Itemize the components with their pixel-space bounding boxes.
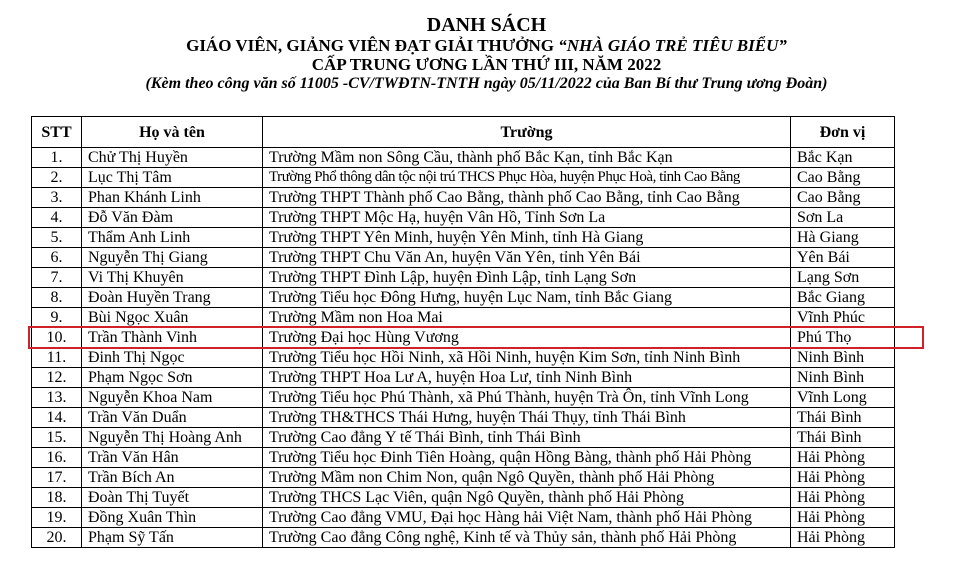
cell-unit: Hải Phòng xyxy=(791,468,895,488)
cell-unit: Vĩnh Long xyxy=(791,388,895,408)
table-row xyxy=(32,468,895,488)
cell-school: Trường THPT Mộc Hạ, huyện Vân Hồ, Tỉnh Sơn La xyxy=(263,208,791,228)
cell-stt: 10. xyxy=(32,328,82,348)
cell-name: Đồng Xuân Thìn xyxy=(82,508,263,528)
cell-school: Trường THPT Thành phố Cao Bằng, thành phố Cao Bằng, tỉnh Cao Bằng xyxy=(263,188,791,208)
document-subtitle xyxy=(0,36,973,55)
cell-school: Trường THPT Yên Minh, huyện Yên Minh, tỉnh Hà Giang xyxy=(263,228,791,248)
cell-school: Trường Đại học Hùng Vương xyxy=(263,328,791,348)
table-row xyxy=(32,208,895,228)
cell-school: Trường THPT Hoa Lư A, huyện Hoa Lư, tỉnh Ninh Bình xyxy=(263,368,791,388)
cell-unit: Hải Phòng xyxy=(791,508,895,528)
table-row xyxy=(32,248,895,268)
table-row xyxy=(32,448,895,468)
cell-school: Trường Tiểu học Đinh Tiên Hoàng, quận Hồng Bàng, thành phố Hải Phòng xyxy=(263,448,791,468)
cell-name: Vi Thị Khuyên xyxy=(82,268,263,288)
table-row xyxy=(32,308,895,328)
cell-stt: 3. xyxy=(32,188,82,208)
cell-stt: 9. xyxy=(32,308,82,328)
cell-school: Trường Mầm non Sông Cầu, thành phố Bắc Kạn, tỉnh Bắc Kạn xyxy=(263,148,791,168)
cell-stt: 19. xyxy=(32,508,82,528)
cell-name: Nguyễn Khoa Nam xyxy=(82,388,263,408)
cell-unit: Vĩnh Phúc xyxy=(791,308,895,328)
table-row xyxy=(32,508,895,528)
cell-stt: 1. xyxy=(32,148,82,168)
cell-name: Nguyễn Thị Giang xyxy=(82,248,263,268)
cell-name: Đoàn Thị Tuyết xyxy=(82,488,263,508)
cell-stt: 16. xyxy=(32,448,82,468)
cell-unit: Bắc Kạn xyxy=(791,148,895,168)
cell-stt: 8. xyxy=(32,288,82,308)
document-title-block xyxy=(0,14,973,93)
cell-school: Trường Cao đẳng VMU, Đại học Hàng hải Việt Nam, thành phố Hải Phòng xyxy=(263,508,791,528)
column-header-stt: STT xyxy=(32,117,82,148)
cell-unit: Hải Phòng xyxy=(791,448,895,468)
cell-stt: 15. xyxy=(32,428,82,448)
cell-stt: 18. xyxy=(32,488,82,508)
table-row xyxy=(32,368,895,388)
cell-stt: 17. xyxy=(32,468,82,488)
cell-unit: Hải Phòng xyxy=(791,488,895,508)
cell-school: Trường THPT Chu Văn An, huyện Văn Yên, tỉnh Yên Bái xyxy=(263,248,791,268)
cell-unit: Thái Bình xyxy=(791,428,895,448)
table-row xyxy=(32,528,895,548)
cell-name: Phạm Ngọc Sơn xyxy=(82,368,263,388)
cell-name: Trần Bích An xyxy=(82,468,263,488)
cell-school: Trường Mầm non Hoa Mai xyxy=(263,308,791,328)
cell-stt: 14. xyxy=(32,408,82,428)
table-row xyxy=(32,408,895,428)
cell-name: Phạm Sỹ Tấn xyxy=(82,528,263,548)
cell-name: Đoàn Huyền Trang xyxy=(82,288,263,308)
cell-unit: Bắc Giang xyxy=(791,288,895,308)
cell-school: Trường Cao đẳng Y tế Thái Bình, tỉnh Thái Bình xyxy=(263,428,791,448)
award-name: “NHÀ GIÁO TRẺ TIÊU BIỂU” xyxy=(558,36,787,55)
cell-unit: Hải Phòng xyxy=(791,528,895,548)
table-row xyxy=(32,348,895,368)
subtitle-prefix: GIÁO VIÊN, GIẢNG VIÊN ĐẠT GIẢI THƯỞNG xyxy=(186,36,559,55)
cell-unit: Lạng Sơn xyxy=(791,268,895,288)
table-row xyxy=(32,268,895,288)
column-header-name: Họ và tên xyxy=(82,117,263,148)
cell-school: Trường THCS Lạc Viên, quận Ngô Quyền, thành phố Hải Phòng xyxy=(263,488,791,508)
cell-name: Nguyễn Thị Hoàng Anh xyxy=(82,428,263,448)
cell-name: Chử Thị Huyền xyxy=(82,148,263,168)
cell-school: Trường Mầm non Chim Non, quận Ngô Quyền, thành phố Hải Phòng xyxy=(263,468,791,488)
cell-stt: 6. xyxy=(32,248,82,268)
table-row xyxy=(32,148,895,168)
cell-unit: Thái Bình xyxy=(791,408,895,428)
cell-name: Trần Văn Duẩn xyxy=(82,408,263,428)
cell-school: Trường Phổ thông dân tộc nội trú THCS Phục Hòa, huyện Phục Hoà, tỉnh Cao Bằng xyxy=(263,168,791,188)
cell-stt: 7. xyxy=(32,268,82,288)
cell-name: Trần Văn Hân xyxy=(82,448,263,468)
cell-name: Phan Khánh Linh xyxy=(82,188,263,208)
document-title: DANH SÁCH xyxy=(426,14,547,36)
cell-school: Trường Tiểu học Phú Thành, xã Phú Thành, huyện Trà Ôn, tỉnh Vĩnh Long xyxy=(263,388,791,408)
table-row xyxy=(32,228,895,248)
cell-school: Trường THPT Đình Lập, huyện Đình Lập, tỉnh Lạng Sơn xyxy=(263,268,791,288)
cell-stt: 4. xyxy=(32,208,82,228)
cell-name: Trần Thành Vinh xyxy=(82,328,263,348)
cell-name: Thẩm Anh Linh xyxy=(82,228,263,248)
cell-stt: 20. xyxy=(32,528,82,548)
cell-stt: 13. xyxy=(32,388,82,408)
cell-name: Lục Thị Tâm xyxy=(82,168,263,188)
table-row xyxy=(32,288,895,308)
cell-stt: 11. xyxy=(32,348,82,368)
table-header-row xyxy=(32,117,895,148)
cell-stt: 5. xyxy=(32,228,82,248)
cell-unit: Yên Bái xyxy=(791,248,895,268)
table-row xyxy=(32,388,895,408)
cell-unit: Cao Bằng xyxy=(791,168,895,188)
cell-school: Trường Tiểu học Đông Hưng, huyện Lục Nam, tỉnh Bắc Giang xyxy=(263,288,791,308)
table-row xyxy=(32,168,895,188)
cell-stt: 2. xyxy=(32,168,82,188)
awardee-table xyxy=(31,116,895,548)
cell-unit: Cao Bằng xyxy=(791,188,895,208)
document-level-year: CẤP TRUNG ƯƠNG LẦN THỨ III, NĂM 2022 xyxy=(311,55,662,74)
table-row xyxy=(32,328,895,348)
cell-unit: Ninh Bình xyxy=(791,348,895,368)
document-reference-note: (Kèm theo công văn số 11005 -CV/TWĐTN-TNTH ngày 05/11/2022 của Ban Bí thư Trung ương Đoàn) xyxy=(145,75,828,92)
cell-stt: 12. xyxy=(32,368,82,388)
table-row xyxy=(32,488,895,508)
cell-unit: Sơn La xyxy=(791,208,895,228)
table-row xyxy=(32,188,895,208)
cell-school: Trường Cao đẳng Công nghệ, Kinh tế và Thủy sản, thành phố Hải Phòng xyxy=(263,528,791,548)
cell-unit: Ninh Bình xyxy=(791,368,895,388)
cell-name: Bùi Ngọc Xuân xyxy=(82,308,263,328)
cell-school: Trường TH&THCS Thái Hưng, huyện Thái Thụy, tỉnh Thái Bình xyxy=(263,408,791,428)
column-header-school: Trường xyxy=(263,117,791,148)
table-row xyxy=(32,428,895,448)
cell-unit: Hà Giang xyxy=(791,228,895,248)
cell-unit: Phú Thọ xyxy=(791,328,895,348)
cell-school: Trường Tiểu học Hồi Ninh, xã Hồi Ninh, huyện Kim Sơn, tỉnh Ninh Bình xyxy=(263,348,791,368)
cell-name: Đỗ Văn Đàm xyxy=(82,208,263,228)
cell-name: Đinh Thị Ngọc xyxy=(82,348,263,368)
column-header-unit: Đơn vị xyxy=(791,117,895,148)
